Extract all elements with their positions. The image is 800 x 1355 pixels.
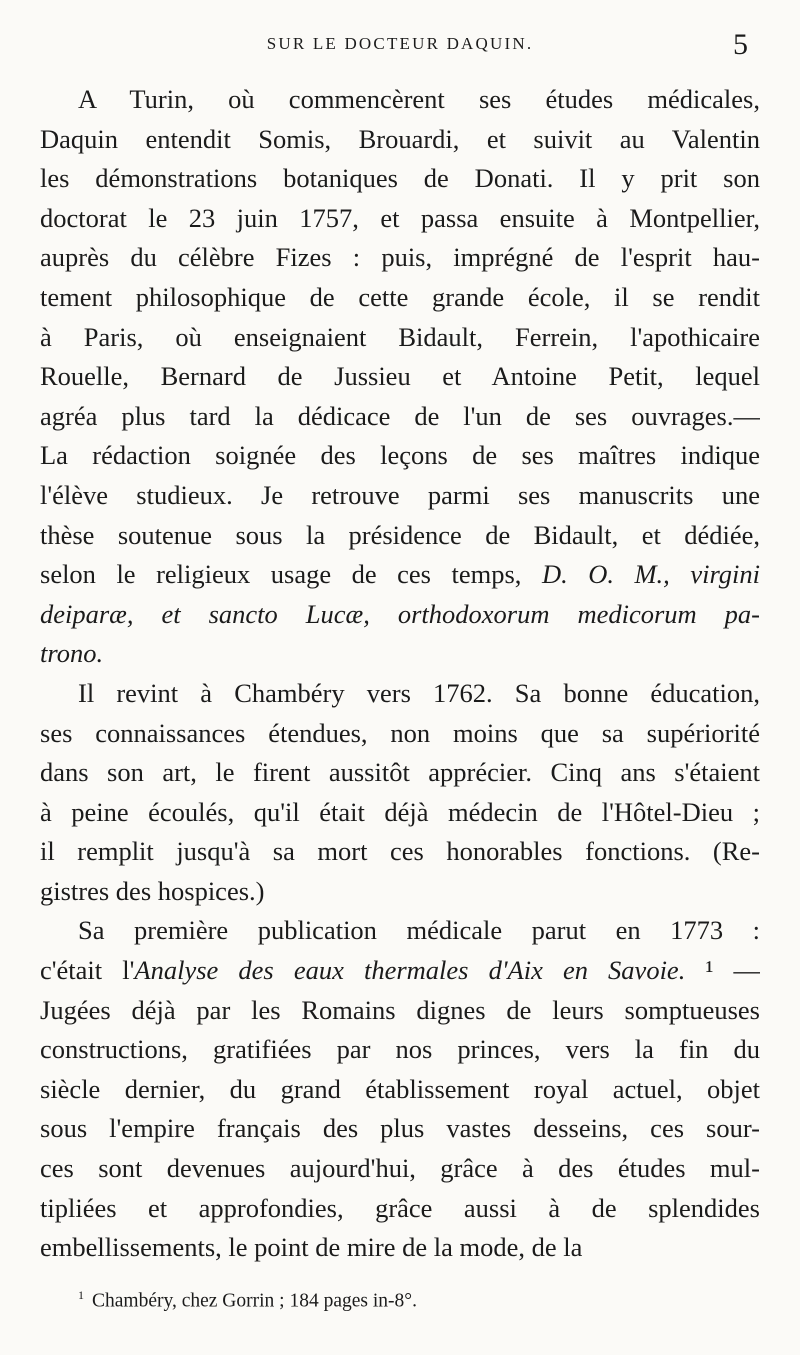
- footnote-marker: 1: [78, 1288, 84, 1302]
- italic-phrase: D. O. M., virgini: [541, 559, 760, 590]
- text-line: à Paris, où enseignaient Bidault, Ferrein, l'apothicaire: [40, 321, 760, 352]
- text-line: auprès du célèbre Fizes : puis, imprégné de l'esprit hau-: [40, 242, 760, 273]
- text-line: Jugées déjà par les Romains dignes de leurs somptueuses: [40, 994, 760, 1025]
- text-line: selon le religieux usage de ces temps, D. O. M., virgini: [40, 559, 760, 590]
- paragraph: [40, 911, 760, 1267]
- text-line: siècle dernier, du grand établissement royal actuel, objet: [40, 1073, 760, 1104]
- text-line: sous l'empire français des plus vastes desseins, ces sour-: [40, 1113, 760, 1144]
- text-line: Rouelle, Bernard de Jussieu et Antoine Petit, lequel: [40, 361, 760, 392]
- paragraph: [40, 674, 760, 912]
- text-line: c'était l'Analyse des eaux thermales d'Aix en Savoie. ¹ —: [40, 955, 760, 986]
- text-line: dans son art, le firent aussitôt apprécier. Cinq ans s'étaient: [40, 757, 760, 788]
- text-line: il remplit jusqu'à sa mort ces honorables fonctions. (Re-: [40, 836, 760, 867]
- text-line: constructions, gratifiées par nos princes, vers la fin du: [40, 1034, 760, 1065]
- text-line: Daquin entendit Somis, Brouardi, et suivit au Valentin: [40, 123, 760, 154]
- footnote: [78, 1288, 758, 1313]
- page-header: [0, 28, 800, 64]
- text-line: Il revint à Chambéry vers 1762. Sa bonne éducation,: [78, 677, 760, 708]
- text-line: [40, 595, 760, 635]
- text-line: La rédaction soignée des leçons de ses maîtres indique: [40, 440, 760, 471]
- text-line: ses connaissances étendues, non moins que sa supériorité: [40, 717, 760, 748]
- text-line: embellissements, le point de mire de la mode, de la: [40, 1232, 583, 1263]
- text-line: les démonstrations botaniques de Donati. Il y prit son: [40, 163, 760, 194]
- page-number: 5: [733, 28, 748, 61]
- text-line: à peine écoulés, qu'il était déjà médecin de l'Hôtel-Dieu ;: [40, 796, 760, 827]
- body-text: [40, 80, 760, 1268]
- text-line: doctorat le 23 juin 1757, et passa ensuite à Montpellier,: [40, 202, 760, 233]
- text-line: l'élève studieux. Je retrouve parmi ses manuscrits une: [40, 479, 760, 510]
- text-line: gistres des hospices.): [40, 875, 265, 906]
- italic-phrase: Analyse des eaux thermales d'Aix en Savoie.: [134, 955, 686, 986]
- italic-phrase: trono.: [40, 638, 104, 669]
- text-line: thèse soutenue sous la présidence de Bidault, et dédiée,: [40, 519, 760, 550]
- footnote-text: Chambéry, chez Gorrin ; 184 pages in-8°.: [92, 1290, 417, 1312]
- paragraph: [40, 80, 760, 674]
- text-line: tement philosophique de cette grande école, il se rendit: [40, 281, 760, 312]
- italic-phrase: deiparæ, et sancto Lucæ, orthodoxorum medicorum pa-: [40, 598, 760, 629]
- running-title: SUR LE DOCTEUR DAQUIN.: [266, 34, 534, 53]
- text-line: A Turin, où commencèrent ses études médicales,: [78, 84, 760, 114]
- text-line: Sa première publication médicale parut en 1773 :: [78, 915, 760, 946]
- text-line: tipliées et approfondies, grâce aussi à de splendides: [40, 1192, 760, 1223]
- text-line: [40, 634, 760, 674]
- text-line: ces sont devenues aujourd'hui, grâce à des études mul-: [40, 1153, 760, 1184]
- text-line: agréa plus tard la dédicace de l'un de ses ouvrages.—: [40, 400, 760, 431]
